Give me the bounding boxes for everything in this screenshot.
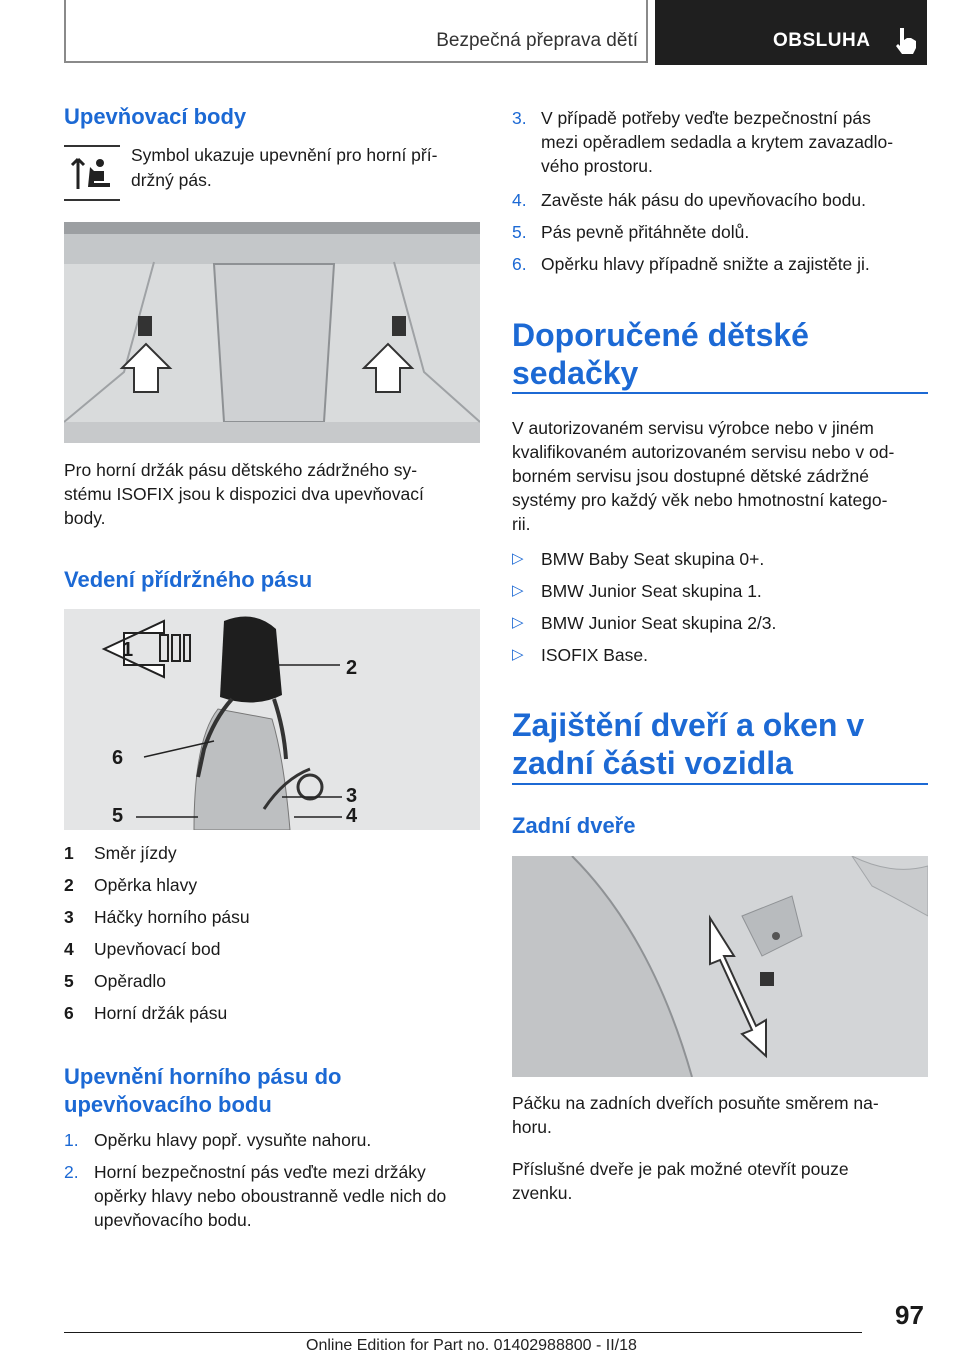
door-paragraph-line: Páčku na zadních dveřích posuňte směrem na‐ (512, 1093, 879, 1113)
hand-pointer-icon (894, 26, 920, 54)
step-number: 4. (512, 190, 527, 210)
step-text: Zavěste hák pásu do upevňovacího bodu. (541, 190, 866, 210)
footer-rule (64, 1332, 862, 1333)
figure-label-3: 3 (346, 785, 358, 807)
step-number: 5. (512, 222, 527, 242)
anchor-paragraph-line-3: body. (64, 508, 106, 528)
bullet-item: BMW Baby Seat skupina 0+. (541, 549, 765, 569)
bullet-triangle-icon: ▷ (512, 614, 524, 631)
figure-label-1: 1 (122, 639, 134, 661)
symbol-text-line-1: Symbol ukazuje upevnění pro horní pří‐ (131, 145, 438, 165)
legend-text: Opěrka hlavy (94, 875, 198, 895)
figure-label-6: 6 (112, 747, 124, 769)
figure-belt-guide (64, 609, 480, 830)
step-text: Pás pevně přitáhněte dolů. (541, 222, 750, 242)
heading-rule (512, 392, 928, 394)
step-text: V případě potřeby veďte bezpečnostní pás (541, 108, 871, 128)
heading-secure-line-1: Zajištění dveří a oken v (512, 707, 865, 743)
bullet-triangle-icon: ▷ (512, 550, 524, 567)
legend-text: Směr jízdy (94, 843, 177, 863)
step-text: Opěrku hlavy popř. vysuňte nahoru. (94, 1130, 372, 1150)
step-text: Opěrku hlavy případně snižte a zajistěte ji. (541, 254, 870, 274)
anchor-paragraph-line-2: stému ISOFIX jsou k dispozici dva upevňovací (64, 484, 424, 504)
legend-number: 1 (64, 843, 74, 863)
legend-number: 5 (64, 971, 74, 991)
legend-number: 2 (64, 875, 74, 895)
symbol-text-line-2: držný pás. (131, 170, 212, 190)
legend-number: 3 (64, 907, 74, 927)
bullet-item: BMW Junior Seat skupina 2/3. (541, 613, 777, 633)
step-text: Horní bezpečnostní pás veďte mezi držáky (94, 1162, 426, 1182)
figure-anchor-points (64, 222, 480, 443)
heading-rule (512, 783, 928, 785)
recommended-paragraph-line: systémy pro každý věk nebo hmotnostní katego‐ (512, 490, 888, 510)
header-section-label: OBSLUHA (773, 30, 871, 51)
recommended-paragraph-line: kvalifikovaném autorizovaném servisu nebo v od‐ (512, 442, 895, 462)
step-text: mezi opěradlem sedadla a krytem zavazadlo‐ (541, 132, 894, 152)
figure-label-4: 4 (346, 805, 358, 827)
heading-recommended-line-1: Doporučené dětské (512, 317, 809, 353)
heading-secure-line-2: zadní části vozidla (512, 745, 793, 781)
heading-rear-door: Zadní dveře (512, 813, 636, 838)
figure-rear-door (512, 856, 928, 1077)
figure-label-2: 2 (346, 657, 358, 679)
recommended-paragraph-line: V autorizovaném servisu výrobce nebo v jiném (512, 418, 874, 438)
bullet-item: ISOFIX Base. (541, 645, 648, 665)
legend-text: Upevňovací bod (94, 939, 221, 959)
recommended-paragraph-line: rii. (512, 514, 531, 534)
legend-number: 6 (64, 1003, 74, 1023)
step-text: opěrky hlavy nebo oboustranně vedle nich do (94, 1186, 447, 1206)
step-number: 2. (64, 1162, 79, 1182)
step-number: 6. (512, 254, 527, 274)
bullet-triangle-icon: ▷ (512, 646, 524, 663)
bullet-item: BMW Junior Seat skupina 1. (541, 581, 762, 601)
heading-attach-line-1: Upevnění horního pásu do (64, 1064, 342, 1089)
heading-recommended-line-2: sedačky (512, 355, 639, 391)
bullet-triangle-icon: ▷ (512, 582, 524, 599)
step-text: upevňovacího bodu. (94, 1210, 252, 1230)
legend-text: Opěradlo (94, 971, 166, 991)
door-paragraph-line: Příslušné dveře je pak možné otevřít pouze (512, 1159, 849, 1179)
recommended-paragraph-line: borném servisu jsou dostupné dětské zádržné (512, 466, 870, 486)
figure-label-5: 5 (112, 805, 124, 827)
door-paragraph-line: horu. (512, 1117, 552, 1137)
step-text: vého prostoru. (541, 156, 653, 176)
legend-number: 4 (64, 939, 74, 959)
heading-attach-line-2: upevňovacího bodu (64, 1092, 272, 1117)
heading-belt-guide: Vedení přídržného pásu (64, 567, 313, 592)
footer-edition: Online Edition for Part no. 01402988800 - II/18 (306, 1337, 637, 1354)
legend-text: Háčky horního pásu (94, 907, 250, 927)
child-seat-tether-icon (64, 145, 120, 201)
page-number: 97 (895, 1300, 924, 1330)
step-number: 3. (512, 108, 527, 128)
door-paragraph-line: zvenku. (512, 1183, 573, 1203)
header-title: Bezpečná přeprava dětí (436, 30, 638, 51)
heading-anchor-points: Upevňovací body (64, 104, 247, 129)
step-number: 1. (64, 1130, 79, 1150)
legend-text: Horní držák pásu (94, 1003, 228, 1023)
anchor-paragraph-line-1: Pro horní držák pásu dětského zádržného sy‐ (64, 460, 418, 480)
